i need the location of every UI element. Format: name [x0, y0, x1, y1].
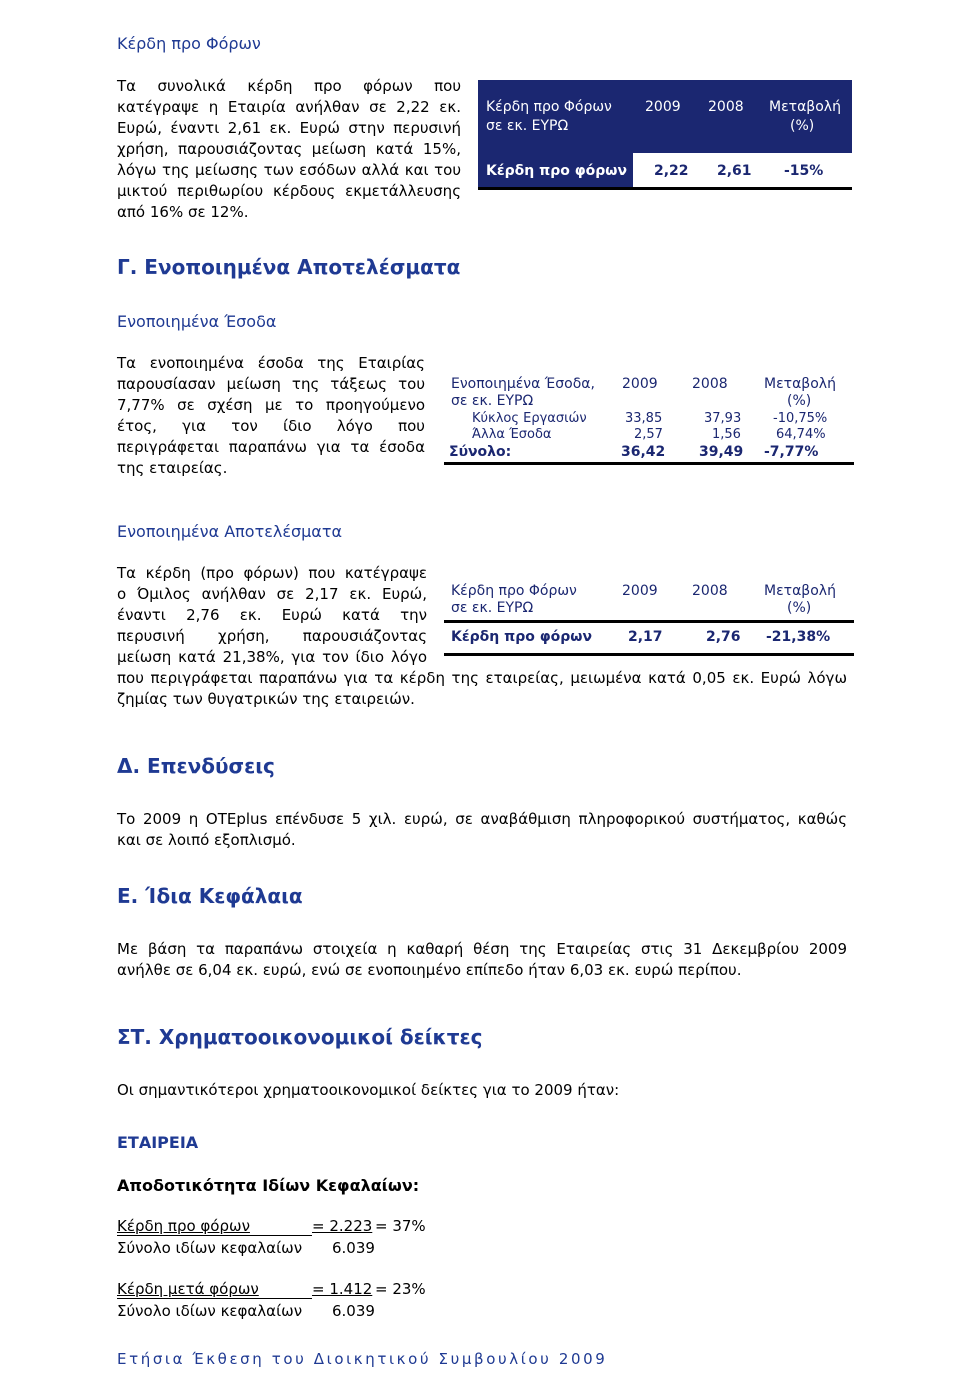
investments-paragraph: Το 2009 η OTEplus επένδυσε 5 χιλ. ευρώ, σε αναβάθμιση πληροφορικού συστήματος, καθώς και σε λοιπό εξοπλισμό. — [117, 810, 847, 849]
consolidated-profit-row: Κέρδη προ φόρων 2,17 2,76 -21,38% — [444, 620, 854, 656]
consolidated-results-paragraph-tail: που περιγράφεται παραπάνω για τα κέρδη της εταιρείας, μειωμένα κατά 0,05 εκ. Ευρώ λόγω ζημίας των θυγατρικών της εταιρειών. — [117, 669, 847, 708]
ratio-pretax-denominator: 6.039 — [332, 1239, 375, 1257]
section-title-equity: Ε. Ίδια Κεφάλαια — [117, 884, 303, 908]
profit-paragraph: Τα συνολικά κέρδη προ φόρων που κατέγραψε η Εταιρία ανήλθαν σε 2,22 εκ. Ευρώ, έναντι 2,61 εκ. Ευρώ στην περυσινή χρήση, παρουσιάζοντας μείωση κατά 15%, λόγω της μείωσης των εσόδων αλλά και του μικτού περιθωρίου κέρδους εκμετάλλευσης από 16% σε 12%. — [117, 77, 461, 221]
ratio-aftertax-numerator-label: Κέρδη μετά φόρων — [117, 1280, 259, 1298]
equity-paragraph: Με βάση τα παραπάνω στοιχεία η καθαρή θέση της Εταιρείας στις 31 Δεκεμβρίου 2009 ανήλθε σε 6,04 εκ. ευρώ, ενώ σε ενοποιημένο επίπεδο ήταν 6,03 εκ. ευρώ περίπου. — [117, 940, 847, 979]
consolidated-results-paragraph: Τα κέρδη (προ φόρων) που κατέγραψε ο Όμιλος ανήλθαν σε 2,17 εκ. Ευρώ, έναντι 2,76 εκ. Ευρώ κατά την περυσινή χρήση, παρουσιάζοντας μείωση κατά 21,38%, για τον ίδιο λόγο — [117, 564, 427, 666]
section-title-investments: Δ. Επενδύσεις — [117, 754, 275, 778]
page-footer: Ετήσια Έκθεση του Διοικητικού Συμβουλίου 2009 — [117, 1350, 608, 1368]
consolidated-revenue-paragraph: Τα ενοποιημένα έσοδα της Εταιρίας παρουσίασαν μείωση της τάξεως του 7,77% σε σχέση με το προηγούμενο έτος, για τον ίδιο λόγο που περιγράφεται παραπάνω για τα έσοδα της εταιρείας. — [117, 354, 425, 477]
consolidated-revenue-table — [444, 373, 854, 465]
company-label: ΕΤΑΙΡΕΙΑ — [117, 1133, 199, 1152]
ratio-aftertax-result: = 23% — [375, 1280, 426, 1298]
section-title-consolidated-results: Γ. Ενοποιημένα Αποτελέσματα — [117, 255, 461, 279]
ratio-pretax-denominator-label: Σύνολο ιδίων κεφαλαίων — [117, 1239, 303, 1257]
ratio-pretax — [117, 1217, 447, 1261]
ratio-aftertax-numerator: = 1.412 — [312, 1280, 373, 1298]
profit-table-row: Κέρδη προ φόρων 2,22 2,61 -15% — [478, 153, 852, 187]
ratio-aftertax — [117, 1280, 447, 1324]
profit-table-header: Κέρδη προ Φόρων σε εκ. ΕΥΡΩ 2009 2008 Μεταβολή (%) — [478, 80, 852, 153]
ratios-intro: Οι σημαντικότεροι χρηματοοικονομικοί δείκτες για το 2009 ήταν: — [117, 1081, 620, 1099]
consolidated-profit-table — [444, 580, 854, 656]
ratio-pretax-result: = 37% — [375, 1217, 426, 1235]
ratio-aftertax-denominator: 6.039 — [332, 1302, 375, 1320]
ratio-pretax-numerator: = 2.223 — [312, 1217, 373, 1235]
table-row: Άλλα Έσοδα 2,57 1,56 64,74% — [472, 427, 826, 442]
section-title-financial-ratios: ΣΤ. Χρηματοοικονομικοί δείκτες — [117, 1025, 483, 1049]
table-total-row: Σύνολο: 36,42 39,49 -7,77% — [444, 443, 854, 465]
ratio-pretax-numerator-label: Κέρδη προ φόρων — [117, 1217, 250, 1235]
subtitle-consolidated-results: Ενοποιημένα Αποτελέσματα — [117, 522, 343, 541]
ratio-aftertax-denominator-label: Σύνολο ιδίων κεφαλαίων — [117, 1302, 303, 1320]
consolidated-profit-header: Κέρδη προ Φόρων σε εκ. ΕΥΡΩ 2009 2008 Μεταβολή (%) — [451, 583, 836, 616]
consolidated-revenue-header: Ενοποιημένα Έσοδα, σε εκ. ΕΥΡΩ 2009 2008 Μεταβολή (%) — [451, 376, 836, 409]
roe-title: Αποδοτικότητα Ιδίων Κεφαλαίων: — [117, 1176, 420, 1195]
table-row: Κύκλος Εργασιών 33,85 37,93 -10,75% — [472, 411, 828, 426]
profit-table — [478, 80, 852, 190]
section-title-profit-before-tax: Κέρδη προ Φόρων — [117, 34, 261, 53]
subtitle-consolidated-revenue: Ενοποιημένα Έσοδα — [117, 312, 277, 331]
